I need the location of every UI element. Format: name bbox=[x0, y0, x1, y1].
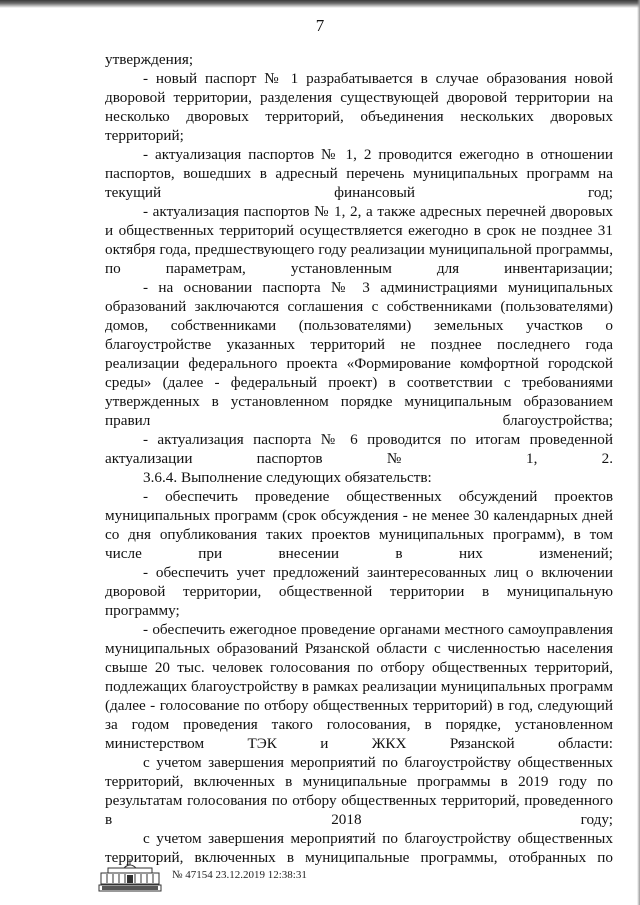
registration-stamp-text: № 47154 23.12.2019 12:38:31 bbox=[172, 869, 307, 881]
paragraph: утверждения; bbox=[105, 51, 194, 68]
document-body bbox=[105, 50, 613, 867]
registration-seal-icon bbox=[98, 858, 162, 892]
paragraph: - актуализация паспортов № 1, 2, а также адресных перечней дворовых и общественных территорий осуществляется ежегодно в срок не позднее 31 октября года, предшествующего году реализации муниципальной программы, по параметрам, установленным для инвентаризации; bbox=[105, 203, 613, 277]
document-footer bbox=[98, 858, 398, 892]
paragraph: - обеспечить проведение общественных обсуждений проектов муниципальных программ (срок обсуждения - не менее 30 календарных дней со дня опубликования таких проектов муниципальных программ), в том числе при внесении в них изменений; bbox=[105, 488, 613, 562]
paragraph: с учетом завершения мероприятий по благоустройству общественных территорий, включенных в муниципальные программы в 2019 году по результатам голосования по отбору общественных территорий, проведенного в 2018 году; bbox=[105, 754, 613, 828]
paragraph: - новый паспорт № 1 разрабатывается в случае образования новой дворовой территории, разделения существующей дворовой территории на несколько дворовых территорий, объединения нескольких дворовых территорий; bbox=[105, 70, 613, 144]
paragraph: - на основании паспорта № 3 администрациями муниципальных образований заключаются соглашения с собственниками (пользователями) домов, собственниками (пользователями) земельных участков о благоустройстве указанных территорий не позднее последнего года реализации федерального проекта «Формирование комфортной городской среды» (далее - федеральный проект) в соответствии с требованиями утвержденных в установленном порядке муниципальным образованием правил благоустройства; bbox=[105, 279, 613, 429]
scan-edge-top bbox=[0, 0, 640, 8]
paragraph: - обеспечить ежегодное проведение органами местного самоуправления муниципальных образований Рязанской области с численностью населения свыше 20 тыс. человек голосования по отбору общественных территорий, подлежащих благоустройству в рамках реализации муниципальных программ (далее - голосование по отбору общественных территорий) в год, следующий за годом проведения такого голосования, в порядке, установленном министерством ТЭК и ЖКХ Рязанской области: bbox=[105, 621, 613, 752]
page-number: 7 bbox=[315, 16, 325, 35]
paragraph: - актуализация паспорта № 6 проводится по итогам проведенной актуализации паспортов № 1, 2. bbox=[105, 431, 613, 467]
paragraph: 3.6.4. Выполнение следующих обязательств: bbox=[143, 469, 432, 486]
paragraph: с учетом завершения мероприятий по благоустройству общественных территорий, включенных в муниципальные программы, отобранных по bbox=[105, 830, 613, 866]
paragraph: - обеспечить учет предложений заинтересованных лиц о включении дворовой территории, общественной территории в муниципальную программу; bbox=[105, 564, 613, 619]
paragraph: - актуализация паспортов № 1, 2 проводится ежегодно в отношении паспортов, вошедших в адресный перечень муниципальных программ на текущий финансовый год; bbox=[105, 146, 613, 201]
